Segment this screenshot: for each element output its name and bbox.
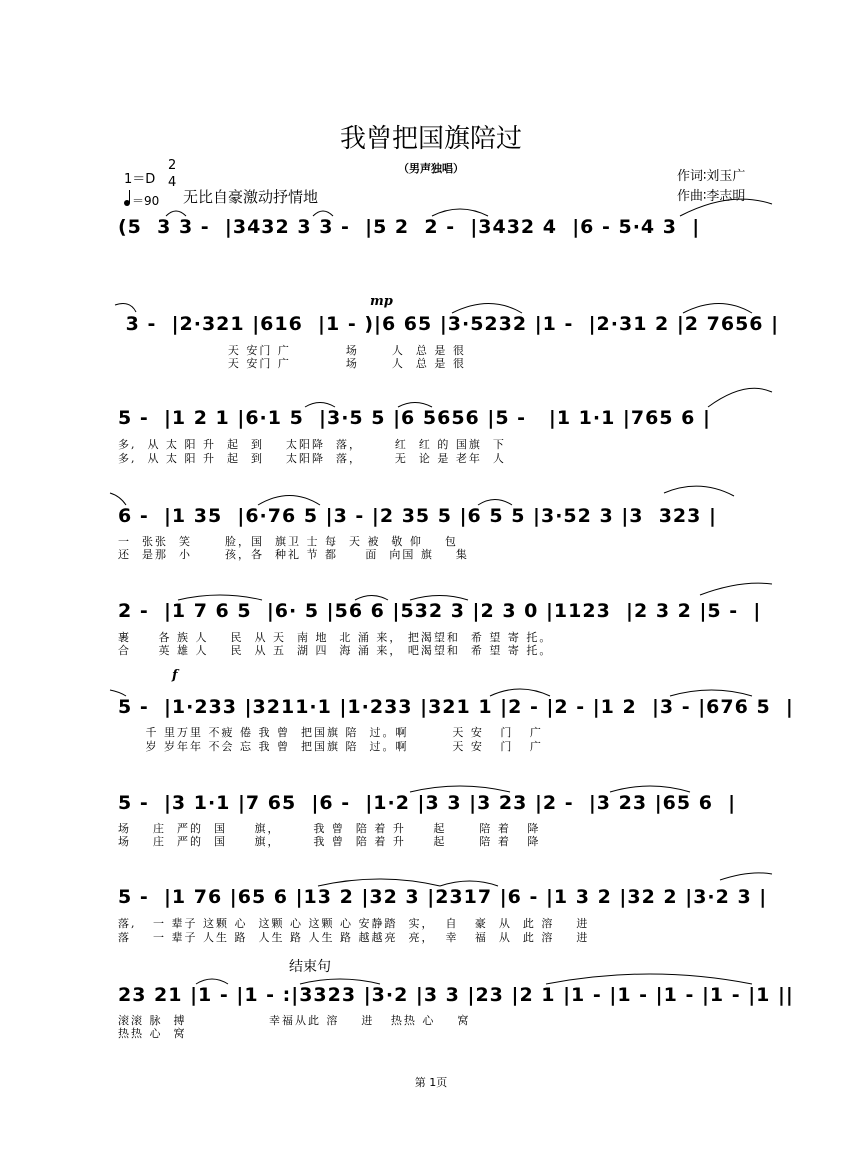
song-title: 我曾把国旗陪过 [339,124,522,154]
page-number: 第 1页 [414,1076,448,1089]
time-signature-top: 2 [168,158,177,173]
expression-marking: 无比自豪激动抒情地 [183,188,319,206]
lyrics-verse-1: 裹 各 族 人 民 从 天 南 地 北 涌 来， 把渴望和 希 望 寄 托。 [118,631,553,644]
lyrics-verse-2: 合 英 雄 人 民 从 五 湖 四 海 涌 来， 吧渴望和 希 望 寄 托。 [118,644,553,657]
lyrics-verse-1: 落, 一 辈子 这颗 心 这颗 心 这颗 心 安静踏 实， 自 豪 从 此 溶 进 [118,917,590,930]
score-notes: 23 21 |1 - |1 - :|3323 |3·2 |3 3 |23 |2 1 |1 - |1 - |1 - |1 - |1 || [118,984,794,1006]
slur-arc [683,304,752,314]
score-notes: 6 - |1 35 |6·76 5 |3 - |2 35 5 |6 5 5 |3·52 3 |3 323 | [118,505,717,527]
score-row-4 [118,505,774,527]
lyrics-verse-2: 还 是那 小 孩，各 种礼 节 都 面 向国 旗 集 [118,548,469,561]
lyrics-verse-1: 场 庄 严的 国 旗， 我 曾 陪 着 升 起 陪 着 降 [118,822,541,835]
tie-arc [432,209,488,216]
score-row-2 [118,313,780,335]
lyrics-verse-1: 一 张张 笑 脸，国 旗卫 士 每 天 被 敬 仰 包 [118,535,458,548]
time-signature-bottom: 4 [168,175,177,190]
lyrics-verse-2: 多, 从 太 阳 升 起 到 太阳降 落， 无 论 是 老年 人 [118,452,506,465]
time-signature [168,157,176,191]
score-notes: 5 - |1 2 1 |6·1 5 |3·5 5 |6 5656 |5 - |1 1·1 |765 6 | [118,407,711,429]
lyrics-verse-2: 场 庄 严的 国 旗， 我 曾 陪 着 升 起 陪 着 降 [118,835,541,848]
lyrics-verse-2: 岁 岁年年 不会 忘 我 曾 把国旗 陪 过。啊 天 安 门 广 [118,740,543,753]
score-notes: 5 - |3 1·1 |7 65 |6 - |1·2 |3 3 |3 23 |2 - |3 23 |65 6 | [118,792,737,814]
tempo-marking [124,192,159,209]
dynamic-mp: mp [370,294,393,309]
slur-arc [546,974,752,984]
key-signature: 1＝D [124,172,156,187]
score-row-5 [118,600,774,622]
score-notes: 3 - |2·321 |616 |1 - )|6 65 |3·5232 |1 - |2·31 2 |2 7656 | [118,313,780,335]
lyrics-verse-1: 多, 从 太 阳 升 起 到 太阳降 落， 红 红 的 国旗 下 [118,438,506,451]
performance-type: （男声独唱） [398,162,464,175]
lyrics-verse-1: 滚滚 脉 搏 幸福从此 溶 进 热热 心 窝 [118,1014,471,1027]
slur-arc [452,304,522,314]
score-notes: (5 3 3 - |3432 3 3 - |5 2 2 - |3432 4 |6 - 5·4 3 | [118,216,701,238]
score-row-8 [118,886,774,908]
slur-arc [318,879,440,886]
score-row-3 [118,407,774,429]
composer-credit: 作曲∶李志明 [677,189,746,204]
slur-arc [115,304,136,312]
slur-arc [664,486,734,496]
quarter-note-icon [124,200,130,206]
score-row-1 [118,216,774,238]
score-row-7 [118,792,774,814]
slur-arc [490,689,550,696]
tempo-value: ＝90 [132,194,160,208]
lyrics-verse-2: 天 安门 广 场 人 总 是 很 [118,357,466,370]
score-row-6 [118,696,794,718]
score-notes: 2 - |1 7 6 5 |6· 5 |56 6 |532 3 |2 3 0 |1123 |2 3 2 |5 - | [118,600,762,622]
lyrics-verse-2: 热热 心 窝 [118,1027,187,1040]
slur-arc [110,493,126,505]
slur-arc [258,496,320,506]
score-notes: 5 - |1·233 |3211·1 |1·233 |321 1 |2 - |2 - |1 2 |3 - |676 5 | [118,696,794,718]
score-notes: 5 - |1 76 |65 6 |13 2 |32 3 |2317 |6 - |1 3 2 |32 2 |3·2 3 | [118,886,768,908]
lyrics-verse-1: 天 安门 广 场 人 总 是 很 [118,344,466,357]
slur-arc [700,583,772,595]
slur-arc [720,873,772,880]
lyricist-credit: 作词∶刘玉广 [677,169,746,184]
score-row-9 [118,984,794,1006]
lyrics-verse-2: 落 一 辈子 人生 路 人生 路 人生 路 越越亮 亮， 幸 福 从 此 溶 进 [118,931,590,944]
dynamic-f: f [172,668,178,683]
ending-label: 结束句 [289,959,331,975]
lyrics-verse-1: 千 里万里 不疲 倦 我 曾 把国旗 陪 过。啊 天 安 门 广 [118,726,543,739]
slur-arc [708,388,772,407]
